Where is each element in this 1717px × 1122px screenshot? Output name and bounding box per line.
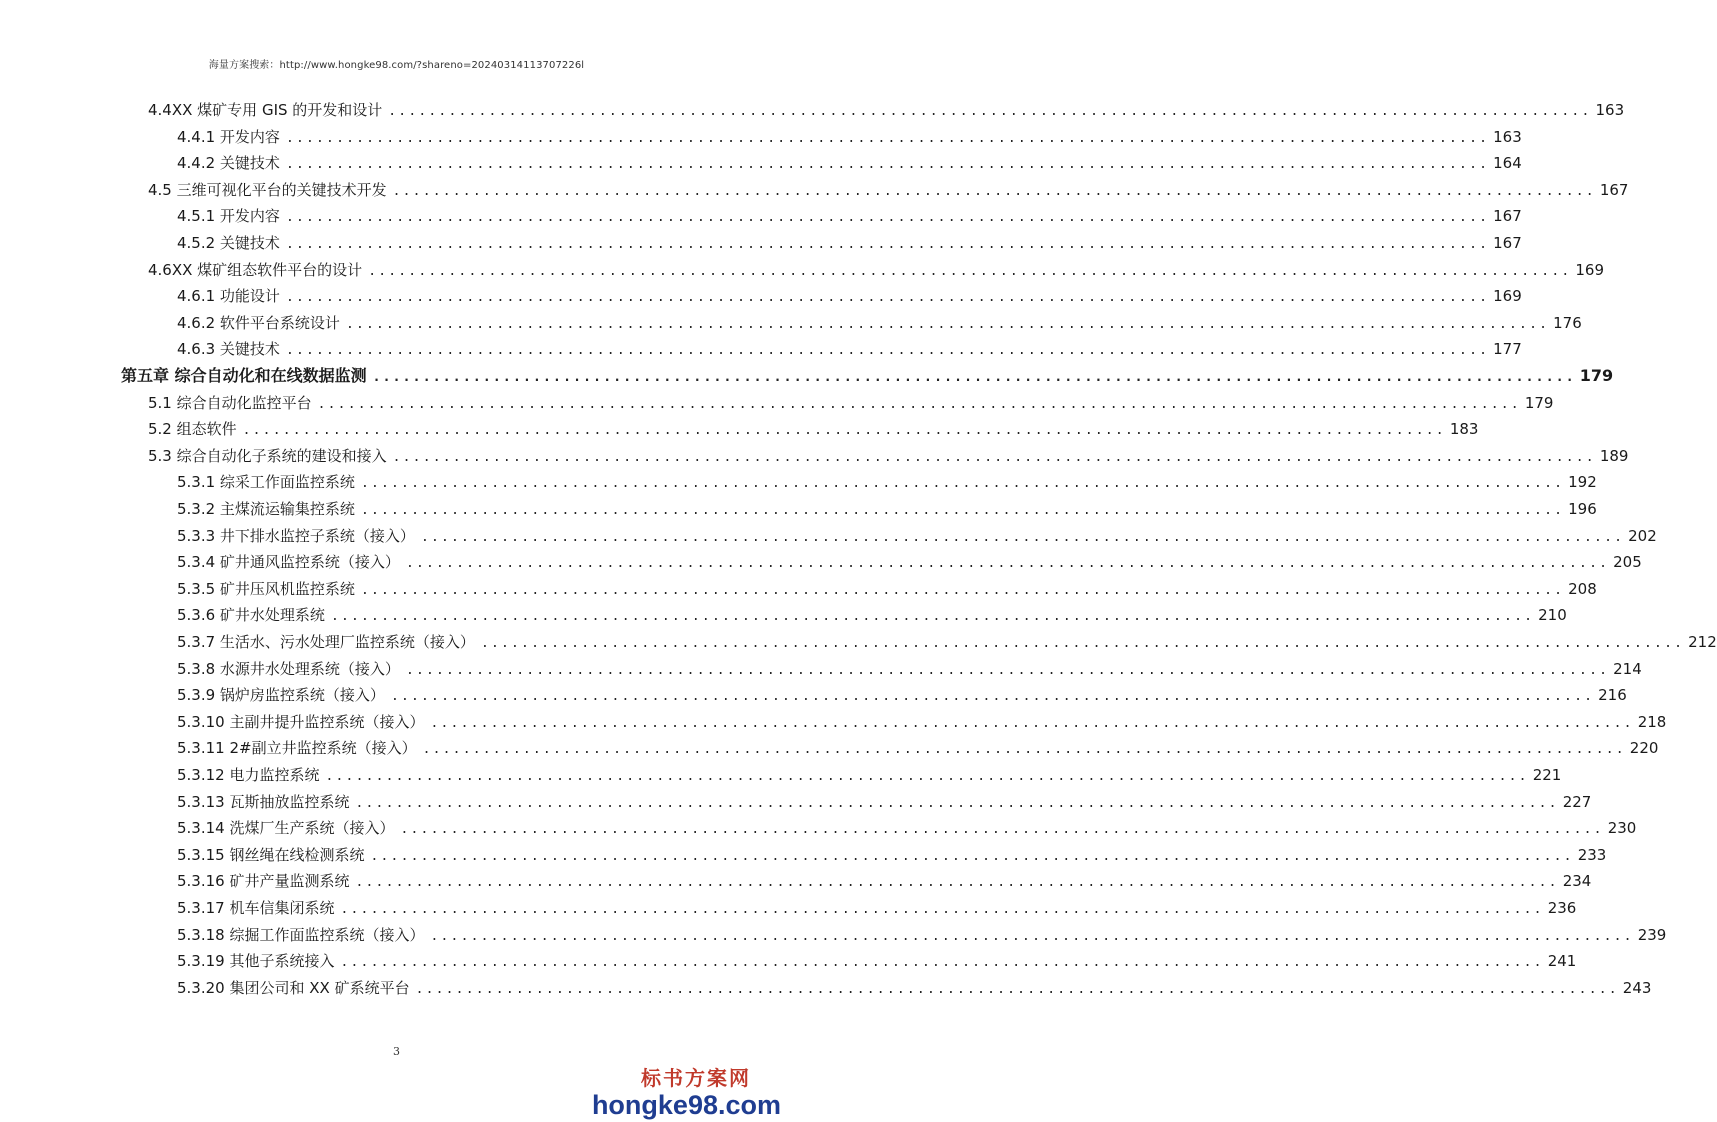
toc-chapter-entry[interactable] <box>121 363 1614 389</box>
toc-entry-label: 5.2 组态软件 <box>148 420 237 439</box>
toc-entry-label: 4.5.1 开发内容 <box>177 207 280 226</box>
toc-entry[interactable] <box>177 975 1652 1001</box>
toc-entry-page: 205 <box>1613 553 1642 572</box>
toc-leader-dots: ........................................................................................................................ <box>400 822 1604 838</box>
toc-entry-label: 第五章 综合自动化和在线数据监测 <box>121 366 367 385</box>
toc-entry[interactable] <box>177 895 1577 921</box>
toc-entry-label: 5.3.1 综采工作面监控系统 <box>177 473 355 492</box>
toc-entry[interactable] <box>177 124 1522 150</box>
toc-leader-dots: ........................................................................................................................ <box>285 290 1490 306</box>
toc-entry-label: 5.3.13 瓦斯抽放监控系统 <box>177 792 350 811</box>
toc-entry[interactable] <box>177 310 1582 336</box>
toc-leader-dots: ........................................................................................................................ <box>330 609 1535 625</box>
toc-entry[interactable] <box>177 922 1667 948</box>
toc-leader-dots: ........................................................................................................................ <box>370 848 1574 864</box>
toc-entry[interactable] <box>148 177 1629 203</box>
toc-entry[interactable] <box>177 762 1562 788</box>
toc-entry-page: 192 <box>1568 473 1597 492</box>
toc-entry[interactable] <box>177 230 1522 256</box>
toc-entry-label: 4.4.2 关键技术 <box>177 154 280 173</box>
toc-entry-label: 4.6.1 功能设计 <box>177 287 280 306</box>
toc-entry-page: 214 <box>1613 659 1642 678</box>
toc-leader-dots: ........................................................................................................................ <box>405 662 1610 678</box>
toc-entry-page: 233 <box>1577 845 1607 864</box>
toc-entry-page: 236 <box>1547 899 1577 917</box>
toc-entry[interactable] <box>148 257 1605 283</box>
toc-leader-dots: ........................................................................................................................ <box>368 263 1572 279</box>
toc-entry-label: 5.3.12 电力监控系统 <box>177 766 320 784</box>
toc-entry[interactable] <box>177 842 1607 868</box>
page-header: 海量方案搜索：http://www.hongke98.com/?shareno=20240314113707226l <box>208 60 585 71</box>
site-watermark <box>592 1068 781 1119</box>
toc-entry[interactable] <box>177 576 1597 602</box>
toc-entry-label: 5.3.10 主副井提升监控系统（接入） <box>177 712 425 731</box>
toc-leader-dots: ........................................................................................................................ <box>285 157 1490 173</box>
toc-entry-label: 4.4.1 开发内容 <box>177 127 280 146</box>
toc-entry[interactable] <box>177 496 1597 522</box>
toc-entry[interactable] <box>177 815 1637 841</box>
toc-entry[interactable] <box>177 523 1657 549</box>
toc-entry-label: 5.3.4 矿井通风监控系统（接入） <box>177 553 400 572</box>
toc-entry-label: 5.1 综合自动化监控平台 <box>148 393 312 412</box>
toc-entry-label: 4.5 三维可视化平台的关键技术开发 <box>148 180 387 199</box>
toc-entry-label: 5.3.18 综掘工作面监控系统（接入） <box>177 925 425 944</box>
toc-entry-label: 5.3.20 集团公司和 XX 矿系统平台 <box>177 978 410 997</box>
toc-entry-page: 164 <box>1493 154 1522 173</box>
toc-entry-page: 220 <box>1629 739 1659 758</box>
toc-entry-page: 239 <box>1637 925 1667 944</box>
toc-entry-label: 5.3.17 机车信集闭系统 <box>177 899 335 917</box>
toc-entry-page: 202 <box>1628 526 1657 545</box>
toc-leader-dots: ........................................................................................................................ <box>242 423 1446 439</box>
watermark-cn-text: 标书方案网 <box>641 1066 751 1090</box>
toc-leader-dots: ........................................................................................................................ <box>480 636 1685 651</box>
toc-leader-dots: ........................................................................................................................ <box>430 928 1634 944</box>
toc-entry-page: 234 <box>1562 872 1592 891</box>
toc-leader-dots: ........................................................................................................................ <box>388 104 1592 119</box>
toc-entry[interactable] <box>177 283 1522 309</box>
toc-entry-label: 5.3.6 矿井水处理系统 <box>177 606 325 625</box>
toc-leader-dots: ........................................................................................................................ <box>317 396 1521 412</box>
toc-leader-dots: ........................................................................................................................ <box>285 210 1490 226</box>
toc-leader-dots: ........................................................................................................................ <box>422 742 1626 758</box>
toc-entry-page: 167 <box>1493 234 1522 252</box>
toc-entry-page: 227 <box>1562 792 1592 811</box>
toc-entry-label: 5.3.16 矿井产量监测系统 <box>177 872 350 891</box>
toc-entry[interactable] <box>177 150 1522 176</box>
toc-entry-label: 4.4XX 煤矿专用 GIS 的开发和设计 <box>148 101 383 119</box>
toc-entry-page: 221 <box>1532 766 1562 784</box>
toc-entry[interactable] <box>148 443 1629 469</box>
toc-entry-label: 4.6.3 关键技术 <box>177 340 280 359</box>
page-number: 3 <box>393 1045 400 1058</box>
toc-entry-page: 241 <box>1547 952 1577 971</box>
toc-entry-page: 210 <box>1538 606 1567 625</box>
toc-entry[interactable] <box>177 656 1642 682</box>
watermark-en-text: hongke98.com <box>591 1090 781 1120</box>
toc-leader-dots: ........................................................................................................................ <box>360 582 1565 598</box>
toc-entry[interactable] <box>177 948 1577 974</box>
toc-entry[interactable] <box>177 549 1642 575</box>
toc-entry-label: 4.6.2 软件平台系统设计 <box>177 313 340 332</box>
toc-entry[interactable] <box>177 336 1522 362</box>
toc-entry-label: 5.3.9 锅炉房监控系统（接入） <box>177 686 385 705</box>
toc-entry-label: 5.3.3 井下排水监控子系统（接入） <box>177 526 415 545</box>
toc-leader-dots: ........................................................................................................................ <box>325 769 1529 784</box>
toc-entry[interactable] <box>148 390 1554 416</box>
toc-leader-dots: ........................................................................................................................ <box>340 902 1544 917</box>
toc-leader-dots: ........................................................................................................................ <box>345 316 1550 332</box>
toc-entry-label: 4.5.2 关键技术 <box>177 234 280 252</box>
toc-entry-label: 5.3.14 洗煤厂生产系统（接入） <box>177 819 395 838</box>
toc-entry[interactable] <box>177 709 1667 735</box>
toc-entry-page: 167 <box>1493 207 1522 226</box>
toc-entry-page: 196 <box>1568 500 1597 518</box>
toc-leader-dots: ........................................................................................................................ <box>355 795 1559 811</box>
toc-entry[interactable] <box>177 868 1592 894</box>
toc-leader-dots: ........................................................................................................................ <box>415 981 1619 997</box>
toc-entry-label: 5.3.15 钢丝绳在线检测系统 <box>177 845 365 864</box>
toc-entry-label: 5.3.5 矿井压风机监控系统 <box>177 579 355 598</box>
toc-leader-dots: ........................................................................................................................ <box>360 476 1565 492</box>
toc-entry[interactable] <box>148 97 1625 123</box>
toc-entry[interactable] <box>177 682 1627 708</box>
toc-leader-dots: ........................................................................................................................ <box>405 556 1610 572</box>
toc-entry[interactable] <box>177 602 1567 628</box>
toc-leader-dots: ........................................................................................................................ <box>360 503 1565 518</box>
toc-entry[interactable] <box>177 469 1597 495</box>
toc-entry-page: 177 <box>1493 340 1522 359</box>
toc-entry-page: 169 <box>1493 287 1522 306</box>
toc-leader-dots: ........................................................................................................................ <box>430 715 1634 731</box>
toc-entry-label: 5.3.8 水源井水处理系统（接入） <box>177 659 400 678</box>
toc-entry[interactable] <box>177 203 1522 229</box>
toc-leader-dots: ........................................................................................................................ <box>340 955 1544 971</box>
toc-leader-dots: ........................................................................................................................ <box>392 183 1596 199</box>
toc-entry-label: 4.6XX 煤矿组态软件平台的设计 <box>148 260 363 279</box>
toc-leader-dots: ........................................................................................................................ <box>355 875 1559 891</box>
toc-entry-page: 163 <box>1595 101 1625 119</box>
toc-entry-label: 5.3.2 主煤流运输集控系统 <box>177 500 355 518</box>
toc-entry-page: 243 <box>1622 978 1652 997</box>
toc-entry-page: 183 <box>1449 420 1479 439</box>
toc-leader-dots: ........................................................................................................................ <box>392 449 1596 465</box>
toc-entry-label: 5.3 综合自动化子系统的建设和接入 <box>148 446 387 465</box>
toc-entry-page: 218 <box>1637 712 1667 731</box>
toc-leader-dots: ........................................................................................................................ <box>420 529 1625 545</box>
toc-entry[interactable] <box>177 629 1717 655</box>
toc-entry-page: 208 <box>1568 579 1597 598</box>
toc-entry-page: 179 <box>1524 393 1554 412</box>
toc-entry-page: 167 <box>1599 180 1629 199</box>
toc-entry-page: 169 <box>1575 260 1605 279</box>
toc-entry-label: 5.3.7 生活水、污水处理厂监控系统（接入） <box>177 633 475 651</box>
toc-entry-page: 176 <box>1553 313 1582 332</box>
toc-entry[interactable] <box>177 789 1592 815</box>
toc-entry-page: 212 <box>1688 633 1717 651</box>
toc-leader-dots: ........................................................................................................................ <box>285 237 1490 252</box>
toc-entry-page: 179 <box>1579 366 1614 385</box>
toc-leader-dots: ........................................................................................................................ <box>285 343 1490 359</box>
toc-entry[interactable] <box>148 416 1479 442</box>
toc-entry-page: 189 <box>1599 446 1629 465</box>
toc-entry-label: 5.3.11 2#副立井监控系统（接入） <box>177 739 417 758</box>
toc-entry-label: 5.3.19 其他子系统接入 <box>177 952 335 971</box>
toc-entry-page: 216 <box>1598 686 1627 705</box>
toc-entry-page: 230 <box>1607 819 1637 838</box>
toc-entry[interactable] <box>177 735 1659 761</box>
toc-leader-dots: ........................................................................................................................ <box>390 689 1595 705</box>
toc-leader-dots: ........................................................................................................................ <box>285 130 1490 146</box>
toc-leader-dots: ........................................................................................................................ <box>372 370 1576 385</box>
toc-entry-page: 163 <box>1493 127 1522 146</box>
